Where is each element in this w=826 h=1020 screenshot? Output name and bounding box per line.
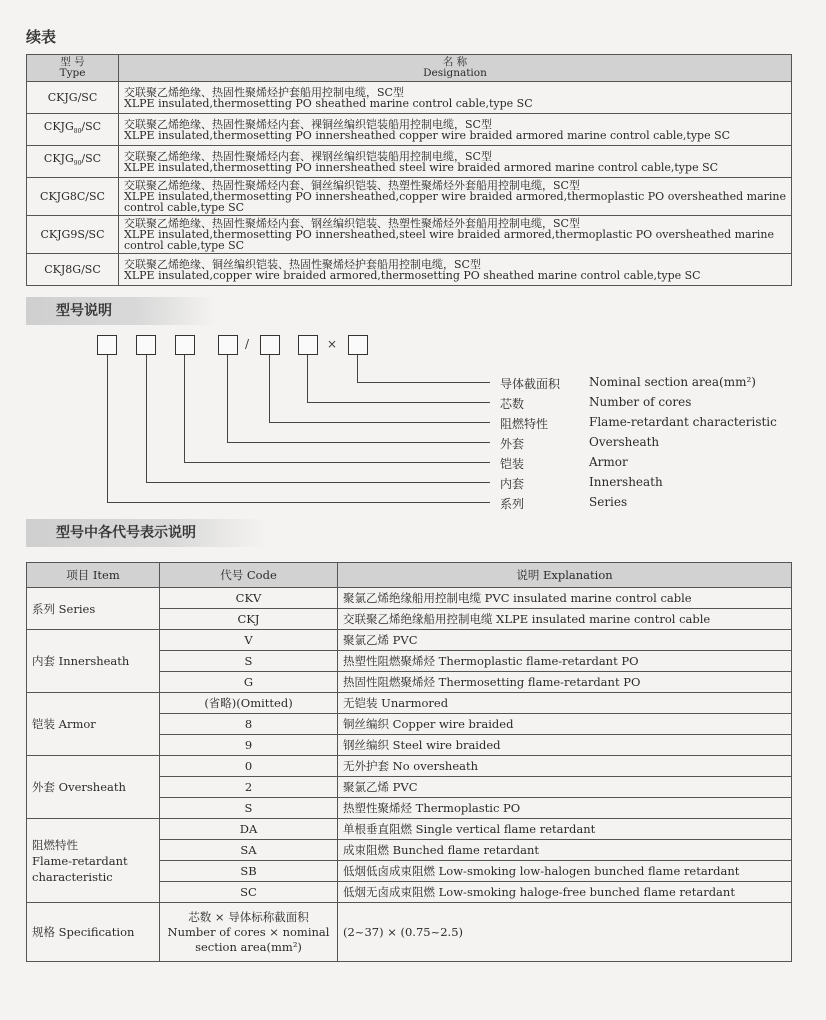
types-table-header — [27, 55, 792, 82]
table-row — [27, 693, 792, 714]
type-code: CKJ8G/SC — [27, 254, 119, 286]
label-en: Flame-retardant characteristic — [589, 415, 777, 429]
item-innersheath: 内套 Innersheath — [27, 630, 160, 693]
explanation-cell: 成束阻燃 Bunched flame retardant — [338, 840, 792, 861]
code-box-series — [97, 335, 117, 355]
item-flame: 阻燃特性 Flame-retardant characteristic — [27, 819, 160, 903]
table-row — [27, 216, 792, 254]
code-cell: V — [160, 630, 338, 651]
code-cell: S — [160, 651, 338, 672]
code-cell: S — [160, 798, 338, 819]
leader-line — [227, 355, 228, 443]
code-cell: 0 — [160, 756, 338, 777]
label-cn: 外套 — [500, 437, 525, 451]
slash-symbol: / — [245, 337, 250, 351]
explanation-cell: 低烟无卤成束阻燃 Low-smoking haloge-free bunched flame retardant — [338, 882, 792, 903]
type-designation: 交联聚乙烯绝缘、热固性聚烯烃内套、裸钢丝编织铠装船用控制电缆，SC型 XLPE insulated,thermosetting PO innersheathed steel wire braided armored marine control cable,type SC — [119, 146, 792, 178]
leader-line — [307, 355, 308, 403]
type-designation: 交联聚乙烯绝缘、热固性聚烯烃护套船用控制电缆，SC型 XLPE insulated,thermosetting PO sheathed marine control cable,type SC — [119, 82, 792, 114]
table-row — [27, 588, 792, 609]
code-box-section — [348, 335, 368, 355]
explanation-cell: 铜丝编织 Copper wire braided — [338, 714, 792, 735]
table-row — [27, 819, 792, 840]
explanation-cell: 聚氯乙烯绝缘船用控制电缆 PVC insulated marine control cable — [338, 588, 792, 609]
leader-line — [184, 355, 185, 463]
code-box-cores — [298, 335, 318, 355]
leader-line — [184, 462, 490, 463]
times-symbol: × — [327, 337, 338, 351]
label-en: Armor — [589, 455, 628, 469]
explanation-cell: 低烟低卤成束阻燃 Low-smoking low-halogen bunched flame retardant — [338, 861, 792, 882]
type-code: $CKJG_{90}/SC$ — [27, 146, 119, 178]
header-code: 代号 Code — [160, 563, 338, 588]
code-cell: G — [160, 672, 338, 693]
table-row — [27, 254, 792, 286]
codes-table — [26, 562, 792, 962]
label-en: Nominal section area(mm²) — [589, 375, 756, 389]
explanation-cell: 热塑性阻燃聚烯烃 Thermoplastic flame-retardant PO — [338, 651, 792, 672]
code-cell: SB — [160, 861, 338, 882]
label-cn: 内套 — [500, 477, 525, 491]
explanation-cell: (2~37) × (0.75~2.5) — [338, 903, 792, 962]
header-designation: 名 称 Designation — [119, 55, 792, 82]
explanation-cell: 热固性阻燃聚烯烃 Thermosetting flame-retardant PO — [338, 672, 792, 693]
type-code: CKJG8C/SC — [27, 178, 119, 216]
leader-line — [357, 355, 358, 383]
code-cell: SA — [160, 840, 338, 861]
type-code: $CKJG_{80}/SC$ — [27, 114, 119, 146]
type-code: CKJG9S/SC — [27, 216, 119, 254]
code-cell: SC — [160, 882, 338, 903]
code-cell: 2 — [160, 777, 338, 798]
item-spec: 规格 Specification — [27, 903, 160, 962]
type-code: CKJG/SC — [27, 82, 119, 114]
code-cell: 9 — [160, 735, 338, 756]
table-row — [27, 82, 792, 114]
table-row — [27, 114, 792, 146]
leader-line — [357, 382, 490, 383]
code-cell: 8 — [160, 714, 338, 735]
label-en: Series — [589, 495, 628, 509]
code-cell: CKV — [160, 588, 338, 609]
explanation-cell: 聚氯乙烯 PVC — [338, 777, 792, 798]
item-oversheath: 外套 Oversheath — [27, 756, 160, 819]
label-cn: 铠装 — [500, 457, 525, 471]
leader-line — [107, 355, 108, 503]
leader-line — [107, 502, 490, 503]
leader-line — [227, 442, 490, 443]
table-row — [27, 903, 792, 962]
model-explain-heading: 型号说明 — [26, 297, 216, 325]
code-box-innersheath — [136, 335, 156, 355]
label-cn: 阻燃特性 — [500, 417, 549, 431]
label-cn: 系列 — [500, 497, 525, 511]
explanation-cell: 钢丝编织 Steel wire braided — [338, 735, 792, 756]
label-cn: 导体截面积 — [500, 377, 561, 391]
item-series: 系列 Series — [27, 588, 160, 630]
label-cn: 芯数 — [500, 397, 525, 411]
table-row — [27, 630, 792, 651]
code-cell: (省略)(Omitted) — [160, 693, 338, 714]
table-row — [27, 756, 792, 777]
label-en: Number of cores — [589, 395, 692, 409]
leader-line — [269, 422, 490, 423]
header-item: 项目 Item — [27, 563, 160, 588]
code-box-armor — [175, 335, 195, 355]
code-cell: 芯数 × 导体标称截面积 Number of cores × nominal section area(mm²) — [160, 903, 338, 962]
explanation-cell: 交联聚乙烯绝缘船用控制电缆 XLPE insulated marine control cable — [338, 609, 792, 630]
type-designation: 交联聚乙烯绝缘、热固性聚烯烃内套、钢丝编织铠装、热塑性聚烯烃外套船用控制电缆，SC型 XLPE insulated,thermosetting PO innersheathed,steel wire braided armored,thermoplastic PO oversheathed marine control cable,type SC — [119, 216, 792, 254]
table-row — [27, 146, 792, 178]
header-explanation: 说明 Explanation — [338, 563, 792, 588]
header-type: 型 号 Type — [27, 55, 119, 82]
explanation-cell: 无外护套 No oversheath — [338, 756, 792, 777]
code-cell: CKJ — [160, 609, 338, 630]
types-table — [26, 54, 792, 286]
item-armor: 铠装 Armor — [27, 693, 160, 756]
leader-line — [146, 482, 490, 483]
label-en: Innersheath — [589, 475, 663, 489]
code-box-flame — [260, 335, 280, 355]
type-designation: 交联聚乙烯绝缘、热固性聚烯烃内套、铜丝编织铠装、热塑性聚烯烃外套船用控制电缆，SC型 XLPE insulated,thermosetting PO innersheathed,copper wire braided armored,thermoplastic PO oversheathed marine control cable,type SC — [119, 178, 792, 216]
leader-line — [146, 355, 147, 483]
codes-explain-heading: 型号中各代号表示说明 — [26, 519, 266, 547]
table-row — [27, 178, 792, 216]
explanation-cell: 热塑性聚烯烃 Thermoplastic PO — [338, 798, 792, 819]
codes-table-header — [27, 563, 792, 588]
continued-title: 续表 — [26, 28, 57, 46]
code-box-oversheath — [218, 335, 238, 355]
leader-line — [269, 355, 270, 423]
explanation-cell: 单根垂直阻燃 Single vertical flame retardant — [338, 819, 792, 840]
type-designation: 交联聚乙烯绝缘、铜丝编织铠装、热固性聚烯烃护套船用控制电缆，SC型 XLPE insulated,copper wire braided armored,thermosetting PO sheathed marine control cable,type SC — [119, 254, 792, 286]
label-en: Oversheath — [589, 435, 660, 449]
code-cell: DA — [160, 819, 338, 840]
explanation-cell: 无铠装 Unarmored — [338, 693, 792, 714]
type-designation: 交联聚乙烯绝缘、热固性聚烯烃内套、裸铜丝编织铠装船用控制电缆，SC型 XLPE insulated,thermosetting PO innersheathed copper wire braided armored marine control cable,type SC — [119, 114, 792, 146]
leader-line — [307, 402, 490, 403]
explanation-cell: 聚氯乙烯 PVC — [338, 630, 792, 651]
